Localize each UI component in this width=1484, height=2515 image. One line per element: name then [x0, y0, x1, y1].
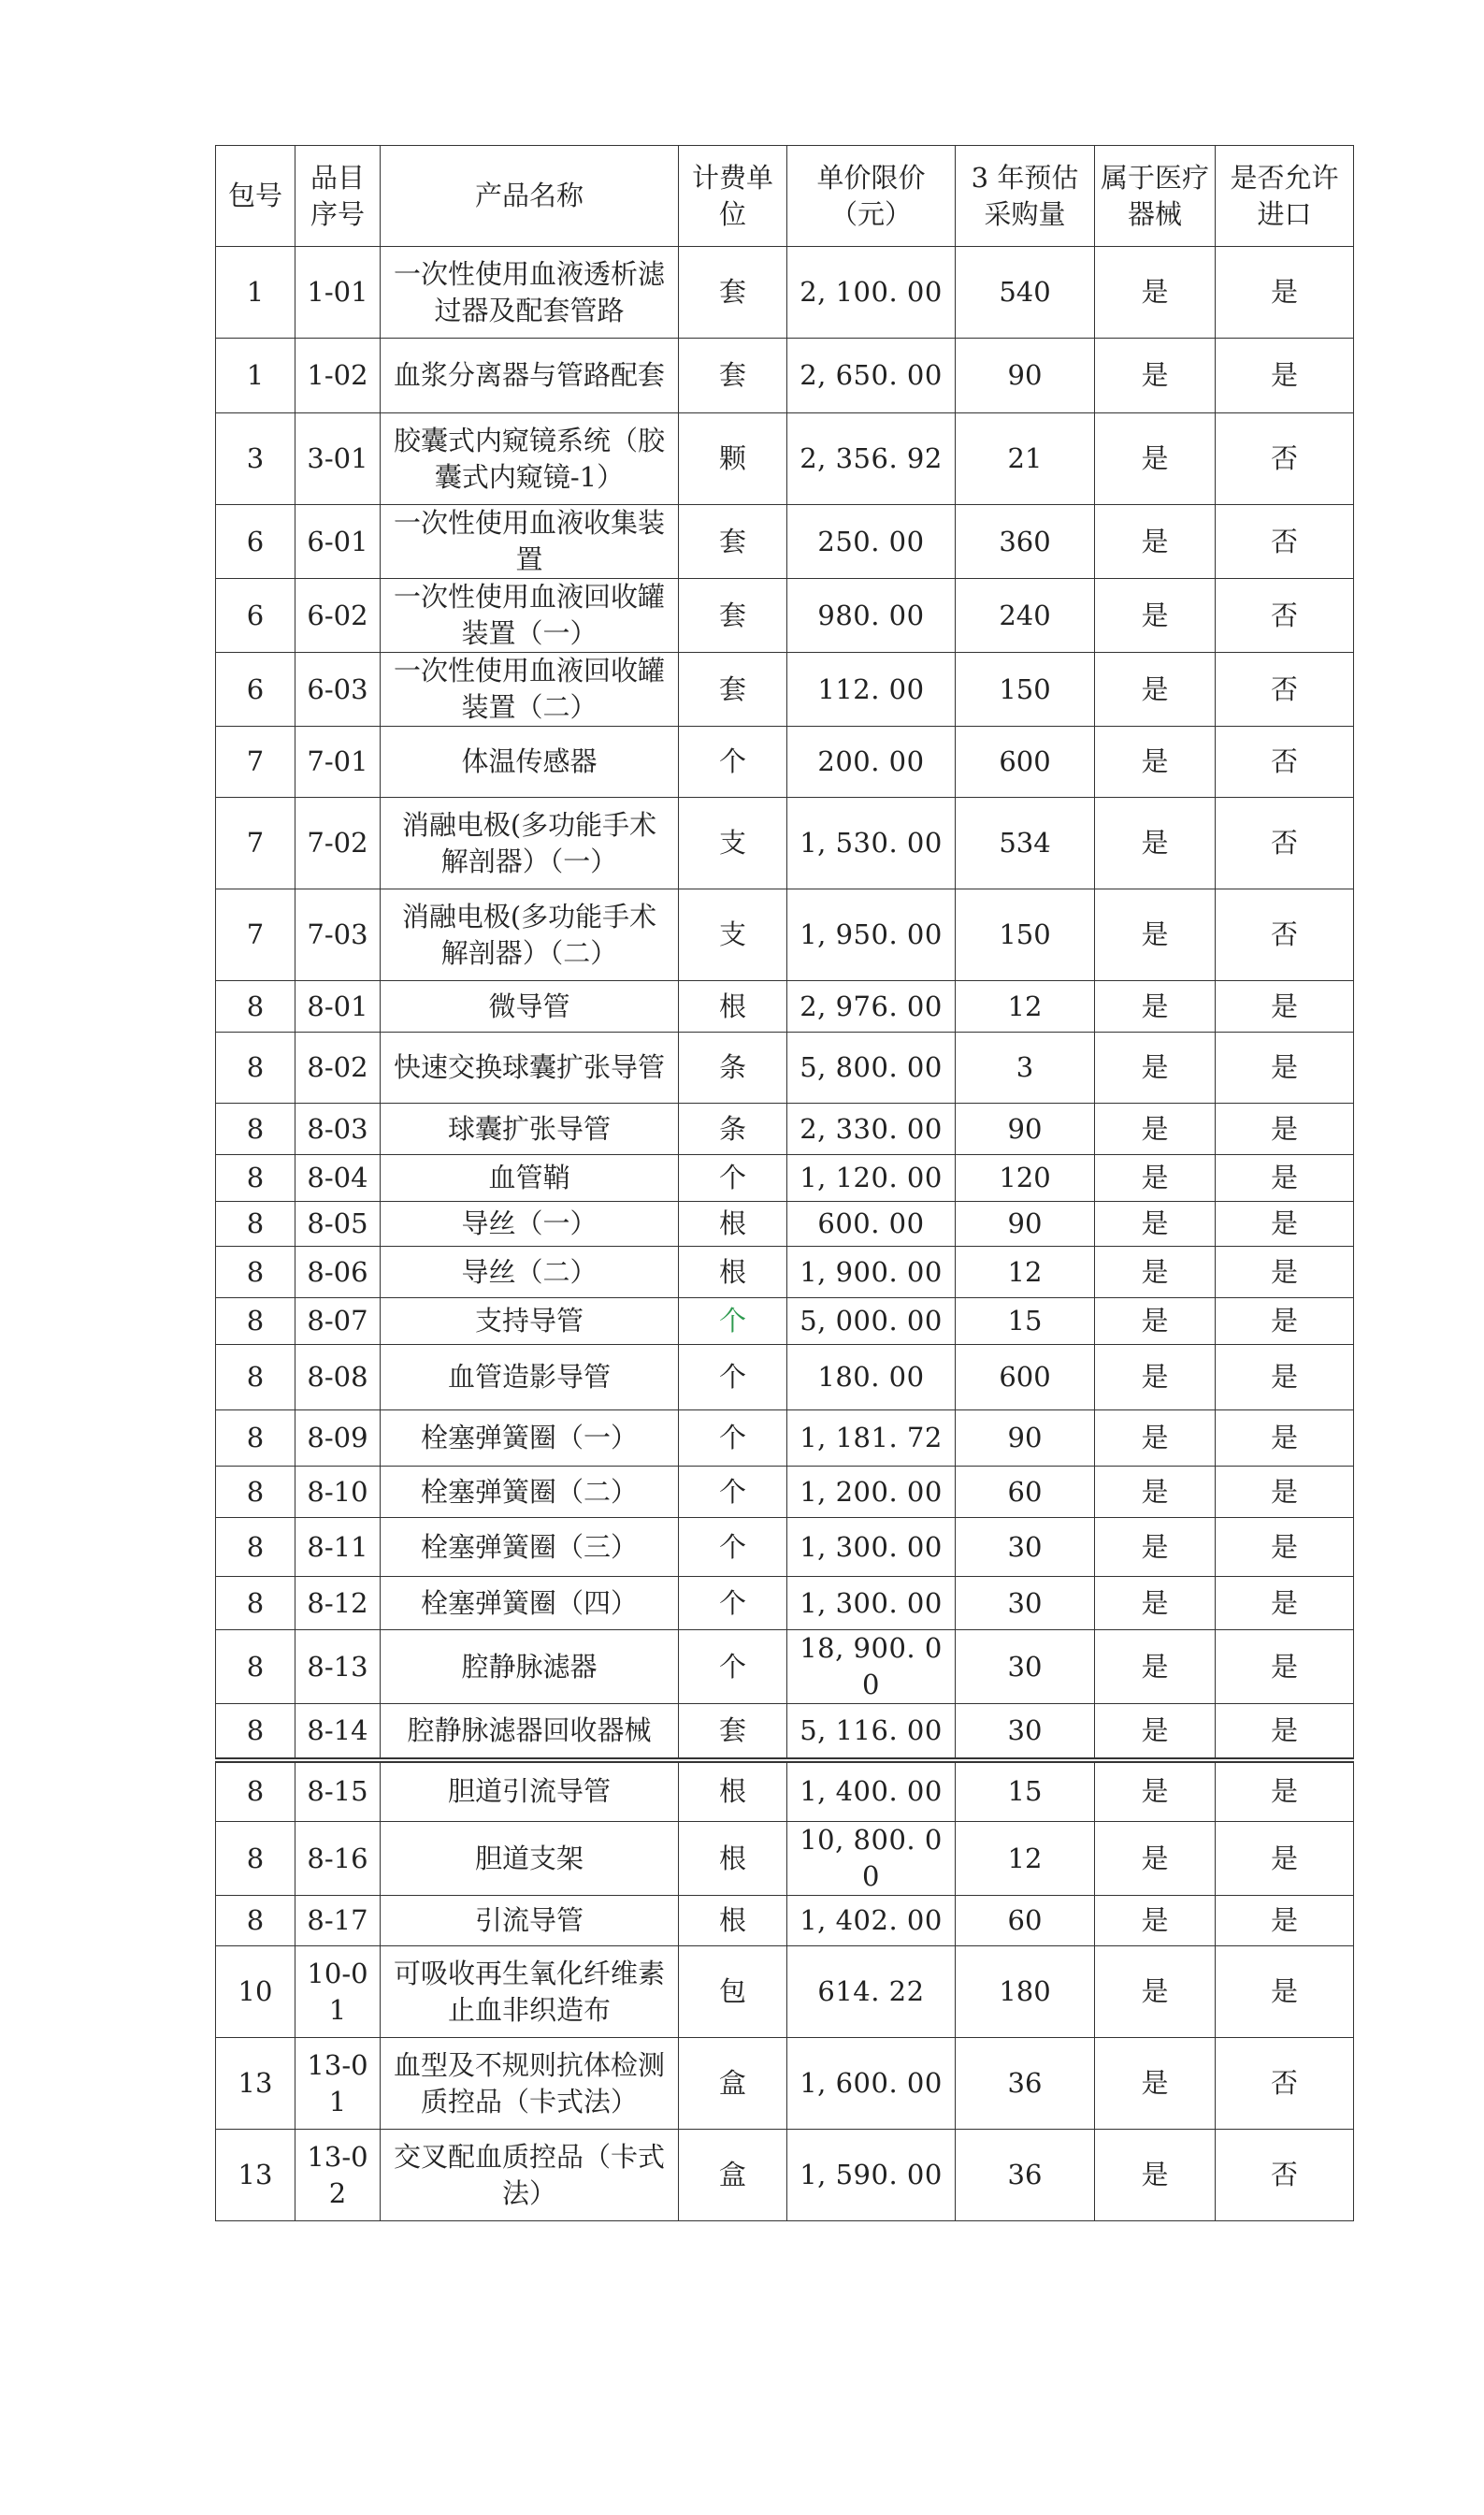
cell-3yr-quantity: 60	[956, 1467, 1095, 1518]
cell-is-medical-device: 是	[1095, 1822, 1216, 1896]
table-row	[216, 1760, 1354, 1822]
table-row	[216, 1298, 1354, 1345]
cell-product-name: 腔静脉滤器回收器械	[381, 1704, 679, 1760]
cell-3yr-quantity: 360	[956, 505, 1095, 579]
table-row	[216, 579, 1354, 653]
cell-unit-price-limit: 2, 330. 00	[787, 1104, 956, 1155]
cell-3yr-quantity: 90	[956, 1410, 1095, 1467]
cell-item-no: 6-02	[295, 579, 381, 653]
cell-billing-unit: 支	[679, 798, 787, 889]
cell-product-name: 一次性使用血液回收罐装置（一）	[381, 579, 679, 653]
cell-billing-unit: 个	[679, 1155, 787, 1202]
cell-product-name: 胶囊式内窥镜系统（胶囊式内窥镜-1）	[381, 413, 679, 505]
cell-billing-unit: 套	[679, 505, 787, 579]
table-row	[216, 1155, 1354, 1202]
cell-product-name: 交叉配血质控品（卡式法）	[381, 2130, 679, 2221]
cell-import-allowed: 是	[1216, 339, 1354, 413]
cell-import-allowed: 否	[1216, 2130, 1354, 2221]
cell-unit-price-limit: 1, 400. 00	[787, 1760, 956, 1822]
cell-billing-unit: 套	[679, 579, 787, 653]
cell-item-no: 8-14	[295, 1704, 381, 1760]
cell-package-no: 8	[216, 1822, 295, 1896]
cell-package-no: 7	[216, 798, 295, 889]
cell-billing-unit: 根	[679, 1896, 787, 1946]
cell-billing-unit: 包	[679, 1946, 787, 2038]
header-row	[216, 146, 1354, 247]
table-row	[216, 1946, 1354, 2038]
cell-package-no: 8	[216, 1247, 295, 1298]
cell-import-allowed: 否	[1216, 505, 1354, 579]
cell-item-no: 13-01	[295, 2038, 381, 2130]
cell-package-no: 8	[216, 1518, 295, 1577]
cell-product-name: 栓塞弹簧圈（一）	[381, 1410, 679, 1467]
cell-product-name: 引流导管	[381, 1896, 679, 1946]
cell-item-no: 8-10	[295, 1467, 381, 1518]
table-row	[216, 2130, 1354, 2221]
col-product-name: 产品名称	[381, 146, 679, 247]
cell-is-medical-device: 是	[1095, 1467, 1216, 1518]
cell-import-allowed: 是	[1216, 1896, 1354, 1946]
cell-item-no: 8-04	[295, 1155, 381, 1202]
cell-is-medical-device: 是	[1095, 1630, 1216, 1704]
cell-item-no: 8-13	[295, 1630, 381, 1704]
table-row	[216, 1822, 1354, 1896]
cell-3yr-quantity: 90	[956, 1202, 1095, 1247]
cell-package-no: 8	[216, 981, 295, 1033]
cell-unit-price-limit: 2, 650. 00	[787, 339, 956, 413]
table-header	[216, 146, 1354, 247]
cell-product-name: 胆道引流导管	[381, 1760, 679, 1822]
cell-item-no: 8-07	[295, 1298, 381, 1345]
cell-package-no: 6	[216, 653, 295, 727]
cell-billing-unit: 条	[679, 1104, 787, 1155]
cell-is-medical-device: 是	[1095, 1104, 1216, 1155]
cell-item-no: 3-01	[295, 413, 381, 505]
table-row	[216, 1104, 1354, 1155]
cell-3yr-quantity: 600	[956, 727, 1095, 798]
cell-billing-unit: 套	[679, 339, 787, 413]
cell-unit-price-limit: 1, 181. 72	[787, 1410, 956, 1467]
cell-product-name: 栓塞弹簧圈（二）	[381, 1467, 679, 1518]
col-3yr-quantity: 3 年预估采购量	[956, 146, 1095, 247]
cell-is-medical-device: 是	[1095, 798, 1216, 889]
cell-is-medical-device: 是	[1095, 1577, 1216, 1630]
table-row	[216, 339, 1354, 413]
table-row	[216, 1410, 1354, 1467]
cell-import-allowed: 是	[1216, 1630, 1354, 1704]
cell-import-allowed: 是	[1216, 1104, 1354, 1155]
cell-import-allowed: 否	[1216, 798, 1354, 889]
cell-package-no: 1	[216, 339, 295, 413]
cell-item-no: 8-17	[295, 1896, 381, 1946]
cell-is-medical-device: 是	[1095, 413, 1216, 505]
cell-import-allowed: 是	[1216, 1410, 1354, 1467]
cell-package-no: 8	[216, 1202, 295, 1247]
procurement-table	[215, 145, 1354, 2221]
cell-unit-price-limit: 2, 356. 92	[787, 413, 956, 505]
cell-3yr-quantity: 150	[956, 889, 1095, 981]
cell-package-no: 8	[216, 1467, 295, 1518]
cell-is-medical-device: 是	[1095, 653, 1216, 727]
cell-item-no: 8-16	[295, 1822, 381, 1896]
cell-package-no: 6	[216, 505, 295, 579]
cell-3yr-quantity: 120	[956, 1155, 1095, 1202]
cell-package-no: 8	[216, 1104, 295, 1155]
cell-package-no: 8	[216, 1577, 295, 1630]
cell-is-medical-device: 是	[1095, 2038, 1216, 2130]
cell-item-no: 8-12	[295, 1577, 381, 1630]
cell-3yr-quantity: 12	[956, 1247, 1095, 1298]
table-row	[216, 1033, 1354, 1104]
cell-unit-price-limit: 18, 900. 00	[787, 1630, 956, 1704]
cell-billing-unit: 支	[679, 889, 787, 981]
cell-is-medical-device: 是	[1095, 727, 1216, 798]
cell-3yr-quantity: 30	[956, 1518, 1095, 1577]
cell-import-allowed: 是	[1216, 1033, 1354, 1104]
cell-import-allowed: 否	[1216, 2038, 1354, 2130]
table-row	[216, 1577, 1354, 1630]
cell-is-medical-device: 是	[1095, 1345, 1216, 1410]
cell-package-no: 7	[216, 889, 295, 981]
cell-3yr-quantity: 15	[956, 1760, 1095, 1822]
cell-is-medical-device: 是	[1095, 1298, 1216, 1345]
cell-package-no: 8	[216, 1410, 295, 1467]
cell-item-no: 6-03	[295, 653, 381, 727]
cell-3yr-quantity: 36	[956, 2130, 1095, 2221]
cell-is-medical-device: 是	[1095, 339, 1216, 413]
cell-3yr-quantity: 15	[956, 1298, 1095, 1345]
cell-import-allowed: 否	[1216, 727, 1354, 798]
cell-item-no: 8-08	[295, 1345, 381, 1410]
cell-is-medical-device: 是	[1095, 1760, 1216, 1822]
cell-billing-unit: 个	[679, 1467, 787, 1518]
cell-unit-price-limit: 200. 00	[787, 727, 956, 798]
cell-is-medical-device: 是	[1095, 1247, 1216, 1298]
cell-billing-unit: 条	[679, 1033, 787, 1104]
table-row	[216, 1518, 1354, 1577]
cell-item-no: 1-02	[295, 339, 381, 413]
cell-package-no: 6	[216, 579, 295, 653]
cell-unit-price-limit: 1, 950. 00	[787, 889, 956, 981]
cell-3yr-quantity: 30	[956, 1630, 1095, 1704]
cell-package-no: 1	[216, 247, 295, 339]
cell-item-no: 6-01	[295, 505, 381, 579]
cell-item-no: 8-03	[295, 1104, 381, 1155]
cell-product-name: 腔静脉滤器	[381, 1630, 679, 1704]
cell-product-name: 栓塞弹簧圈（四）	[381, 1577, 679, 1630]
cell-product-name: 胆道支架	[381, 1822, 679, 1896]
table-row	[216, 1630, 1354, 1704]
col-is-medical-device: 属于医疗器械	[1095, 146, 1216, 247]
cell-3yr-quantity: 150	[956, 653, 1095, 727]
cell-item-no: 7-02	[295, 798, 381, 889]
cell-unit-price-limit: 1, 600. 00	[787, 2038, 956, 2130]
cell-billing-unit: 个	[679, 1518, 787, 1577]
cell-billing-unit: 个	[679, 1630, 787, 1704]
cell-package-no: 7	[216, 727, 295, 798]
cell-is-medical-device: 是	[1095, 579, 1216, 653]
cell-item-no: 8-05	[295, 1202, 381, 1247]
cell-is-medical-device: 是	[1095, 2130, 1216, 2221]
cell-product-name: 微导管	[381, 981, 679, 1033]
cell-unit-price-limit: 2, 100. 00	[787, 247, 956, 339]
cell-3yr-quantity: 90	[956, 1104, 1095, 1155]
cell-item-no: 8-01	[295, 981, 381, 1033]
table-row	[216, 727, 1354, 798]
cell-unit-price-limit: 1, 530. 00	[787, 798, 956, 889]
cell-unit-price-limit: 1, 590. 00	[787, 2130, 956, 2221]
cell-billing-unit: 套	[679, 247, 787, 339]
cell-product-name: 血管鞘	[381, 1155, 679, 1202]
cell-import-allowed: 是	[1216, 1202, 1354, 1247]
table-row	[216, 798, 1354, 889]
cell-item-no: 8-06	[295, 1247, 381, 1298]
cell-unit-price-limit: 10, 800. 00	[787, 1822, 956, 1896]
cell-3yr-quantity: 30	[956, 1577, 1095, 1630]
cell-unit-price-limit: 1, 900. 00	[787, 1247, 956, 1298]
cell-package-no: 8	[216, 1896, 295, 1946]
cell-billing-unit: 颗	[679, 413, 787, 505]
cell-product-name: 消融电极(多功能手术解剖器）（一）	[381, 798, 679, 889]
cell-package-no: 13	[216, 2038, 295, 2130]
cell-3yr-quantity: 90	[956, 339, 1095, 413]
cell-import-allowed: 是	[1216, 1704, 1354, 1760]
cell-package-no: 3	[216, 413, 295, 505]
cell-product-name: 导丝（二）	[381, 1247, 679, 1298]
cell-billing-unit: 根	[679, 1760, 787, 1822]
cell-import-allowed: 否	[1216, 579, 1354, 653]
cell-billing-unit: 套	[679, 653, 787, 727]
table-row	[216, 1896, 1354, 1946]
col-item-no: 品目序号	[295, 146, 381, 247]
cell-product-name: 球囊扩张导管	[381, 1104, 679, 1155]
table-row	[216, 505, 1354, 579]
cell-unit-price-limit: 614. 22	[787, 1946, 956, 2038]
cell-item-no: 13-02	[295, 2130, 381, 2221]
cell-3yr-quantity: 180	[956, 1946, 1095, 2038]
cell-is-medical-device: 是	[1095, 505, 1216, 579]
cell-unit-price-limit: 600. 00	[787, 1202, 956, 1247]
table-row	[216, 889, 1354, 981]
cell-import-allowed: 否	[1216, 413, 1354, 505]
table-row	[216, 653, 1354, 727]
cell-3yr-quantity: 21	[956, 413, 1095, 505]
cell-unit-price-limit: 1, 120. 00	[787, 1155, 956, 1202]
table-row	[216, 1704, 1354, 1760]
cell-item-no: 7-03	[295, 889, 381, 981]
cell-billing-unit: 个	[679, 1345, 787, 1410]
cell-item-no: 8-15	[295, 1760, 381, 1822]
cell-billing-unit: 根	[679, 1202, 787, 1247]
cell-3yr-quantity: 36	[956, 2038, 1095, 2130]
cell-package-no: 8	[216, 1345, 295, 1410]
cell-product-name: 血浆分离器与管路配套	[381, 339, 679, 413]
col-unit-price-limit: 单价限价（元）	[787, 146, 956, 247]
cell-import-allowed: 是	[1216, 247, 1354, 339]
cell-package-no: 13	[216, 2130, 295, 2221]
cell-billing-unit: 个	[679, 1577, 787, 1630]
cell-unit-price-limit: 980. 00	[787, 579, 956, 653]
cell-item-no: 8-02	[295, 1033, 381, 1104]
cell-import-allowed: 是	[1216, 1822, 1354, 1896]
cell-product-name: 快速交换球囊扩张导管	[381, 1033, 679, 1104]
table-body	[216, 247, 1354, 2221]
cell-3yr-quantity: 240	[956, 579, 1095, 653]
cell-is-medical-device: 是	[1095, 981, 1216, 1033]
cell-3yr-quantity: 3	[956, 1033, 1095, 1104]
table-row	[216, 247, 1354, 339]
cell-3yr-quantity: 60	[956, 1896, 1095, 1946]
cell-import-allowed: 是	[1216, 1345, 1354, 1410]
cell-item-no: 10-01	[295, 1946, 381, 2038]
cell-3yr-quantity: 534	[956, 798, 1095, 889]
cell-item-no: 1-01	[295, 247, 381, 339]
cell-unit-price-limit: 5, 116. 00	[787, 1704, 956, 1760]
cell-billing-unit: 个	[679, 727, 787, 798]
cell-product-name: 一次性使用血液透析滤过器及配套管路	[381, 247, 679, 339]
cell-import-allowed: 是	[1216, 1946, 1354, 2038]
cell-is-medical-device: 是	[1095, 1704, 1216, 1760]
table-row	[216, 1467, 1354, 1518]
cell-unit-price-limit: 180. 00	[787, 1345, 956, 1410]
cell-3yr-quantity: 12	[956, 1822, 1095, 1896]
table-row	[216, 981, 1354, 1033]
cell-package-no: 8	[216, 1760, 295, 1822]
cell-product-name: 血管造影导管	[381, 1345, 679, 1410]
table-row	[216, 413, 1354, 505]
cell-billing-unit: 套	[679, 1704, 787, 1760]
cell-product-name: 栓塞弹簧圈（三）	[381, 1518, 679, 1577]
cell-is-medical-device: 是	[1095, 247, 1216, 339]
table-row	[216, 1202, 1354, 1247]
cell-is-medical-device: 是	[1095, 1033, 1216, 1104]
cell-unit-price-limit: 2, 976. 00	[787, 981, 956, 1033]
cell-package-no: 8	[216, 1704, 295, 1760]
cell-billing-unit: 盒	[679, 2038, 787, 2130]
cell-billing-unit: 个	[679, 1298, 787, 1345]
cell-product-name: 导丝（一）	[381, 1202, 679, 1247]
cell-package-no: 10	[216, 1946, 295, 2038]
cell-import-allowed: 是	[1216, 1760, 1354, 1822]
cell-package-no: 8	[216, 1155, 295, 1202]
cell-import-allowed: 是	[1216, 1467, 1354, 1518]
cell-billing-unit: 盒	[679, 2130, 787, 2221]
cell-product-name: 一次性使用血液回收罐装置（二）	[381, 653, 679, 727]
cell-product-name: 血型及不规则抗体检测质控品（卡式法）	[381, 2038, 679, 2130]
cell-import-allowed: 否	[1216, 653, 1354, 727]
cell-billing-unit: 根	[679, 1247, 787, 1298]
table-row	[216, 1247, 1354, 1298]
cell-item-no: 7-01	[295, 727, 381, 798]
cell-item-no: 8-09	[295, 1410, 381, 1467]
cell-import-allowed: 是	[1216, 1247, 1354, 1298]
cell-is-medical-device: 是	[1095, 1155, 1216, 1202]
cell-3yr-quantity: 540	[956, 247, 1095, 339]
cell-is-medical-device: 是	[1095, 1946, 1216, 2038]
cell-unit-price-limit: 1, 200. 00	[787, 1467, 956, 1518]
cell-item-no: 8-11	[295, 1518, 381, 1577]
cell-import-allowed: 是	[1216, 1518, 1354, 1577]
cell-is-medical-device: 是	[1095, 889, 1216, 981]
cell-import-allowed: 是	[1216, 981, 1354, 1033]
cell-import-allowed: 是	[1216, 1155, 1354, 1202]
cell-package-no: 8	[216, 1630, 295, 1704]
cell-import-allowed: 否	[1216, 889, 1354, 981]
cell-package-no: 8	[216, 1298, 295, 1345]
cell-product-name: 可吸收再生氧化纤维素止血非织造布	[381, 1946, 679, 2038]
cell-billing-unit: 个	[679, 1410, 787, 1467]
cell-product-name: 一次性使用血液收集装置	[381, 505, 679, 579]
cell-import-allowed: 是	[1216, 1298, 1354, 1345]
cell-unit-price-limit: 1, 402. 00	[787, 1896, 956, 1946]
cell-product-name: 支持导管	[381, 1298, 679, 1345]
cell-3yr-quantity: 12	[956, 981, 1095, 1033]
table-row	[216, 1345, 1354, 1410]
cell-unit-price-limit: 250. 00	[787, 505, 956, 579]
cell-product-name: 消融电极(多功能手术解剖器）（二）	[381, 889, 679, 981]
cell-3yr-quantity: 600	[956, 1345, 1095, 1410]
cell-is-medical-device: 是	[1095, 1410, 1216, 1467]
table-row	[216, 2038, 1354, 2130]
cell-product-name: 体温传感器	[381, 727, 679, 798]
cell-billing-unit: 根	[679, 1822, 787, 1896]
cell-unit-price-limit: 1, 300. 00	[787, 1518, 956, 1577]
cell-is-medical-device: 是	[1095, 1202, 1216, 1247]
col-import-allowed: 是否允许进口	[1216, 146, 1354, 247]
cell-billing-unit: 根	[679, 981, 787, 1033]
cell-is-medical-device: 是	[1095, 1896, 1216, 1946]
cell-package-no: 8	[216, 1033, 295, 1104]
cell-import-allowed: 是	[1216, 1577, 1354, 1630]
cell-unit-price-limit: 5, 800. 00	[787, 1033, 956, 1104]
cell-unit-price-limit: 112. 00	[787, 653, 956, 727]
cell-unit-price-limit: 5, 000. 00	[787, 1298, 956, 1345]
cell-3yr-quantity: 30	[956, 1704, 1095, 1760]
cell-unit-price-limit: 1, 300. 00	[787, 1577, 956, 1630]
col-billing-unit: 计费单位	[679, 146, 787, 247]
cell-is-medical-device: 是	[1095, 1518, 1216, 1577]
col-package-no: 包号	[216, 146, 295, 247]
